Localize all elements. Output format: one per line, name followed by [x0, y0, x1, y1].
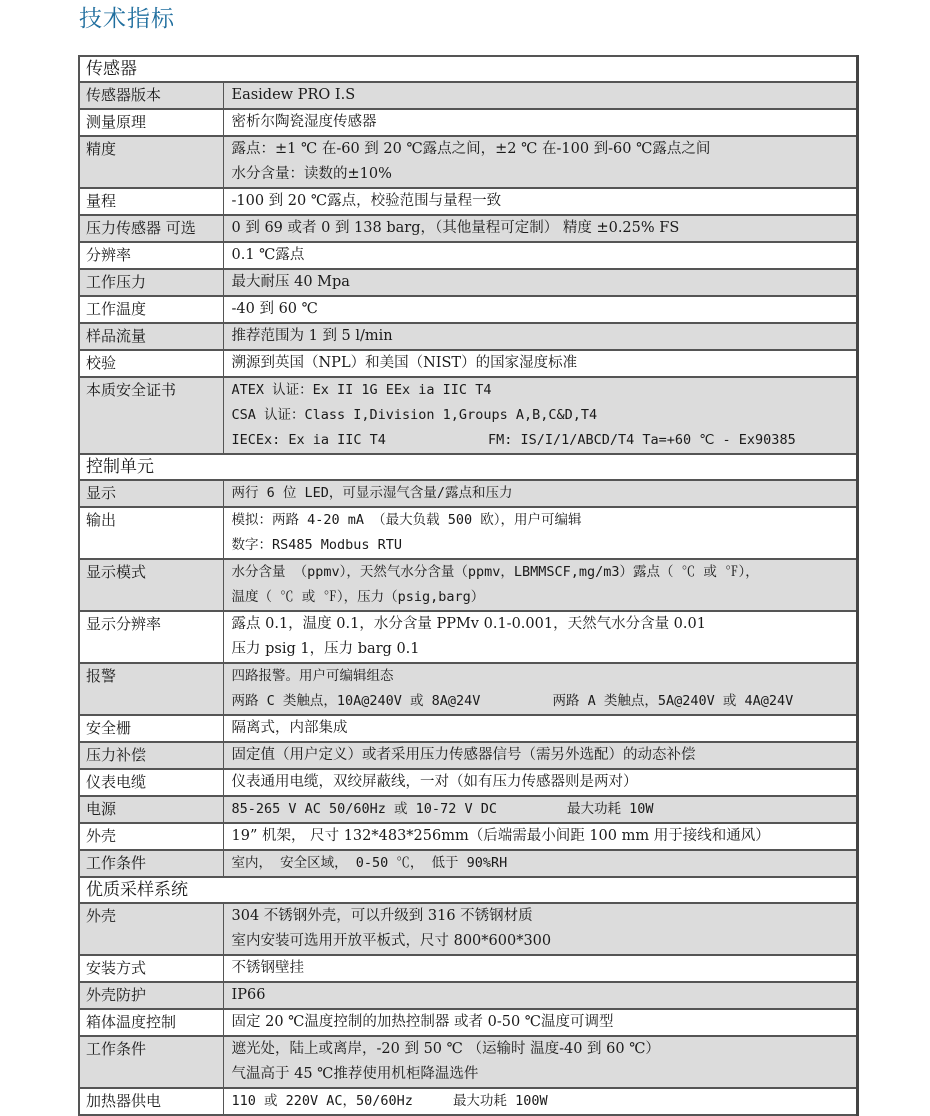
spec-value-line	[232, 162, 857, 187]
spec-label: 外壳防护	[79, 982, 223, 1009]
spec-row	[79, 480, 858, 507]
spec-value-line	[232, 956, 857, 981]
spec-value-text: 110 或 220V AC，50/60Hz	[231, 1093, 413, 1109]
spec-row	[79, 350, 858, 377]
section-title: 优质采样系统	[79, 877, 858, 903]
spec-value-text: 温度（ ℃ 或 ℉），压力（psig,barg）	[231, 589, 485, 605]
spec-label: 外壳	[79, 903, 223, 955]
spec-value-text: 两路 C 类触点，10A@240V 或 8A@24V	[231, 693, 481, 709]
spec-value-line	[232, 137, 857, 162]
section-title: 控制单元	[79, 454, 858, 480]
spec-value	[223, 955, 858, 982]
spec-value	[223, 136, 858, 188]
spec-value	[223, 982, 858, 1009]
spec-row	[79, 1036, 858, 1088]
spec-value	[223, 296, 858, 323]
spec-row	[79, 903, 858, 955]
spec-value	[223, 742, 858, 769]
spec-value	[223, 1009, 858, 1036]
spec-row	[79, 136, 858, 188]
spec-label: 显示模式	[79, 559, 223, 611]
spec-row	[79, 82, 858, 109]
spec-row	[79, 296, 858, 323]
spec-value	[223, 769, 858, 796]
spec-row	[79, 742, 858, 769]
spec-value	[223, 903, 858, 955]
spec-label: 测量原理	[79, 109, 223, 136]
spec-value	[223, 796, 858, 823]
spec-label: 工作压力	[79, 269, 223, 296]
spec-value-text: 模拟：两路 4-20 mA （最大负载 500 欧），用户可编辑	[231, 512, 582, 528]
spec-value-line	[232, 716, 857, 741]
spec-value	[223, 559, 858, 611]
spec-value-text: IECEx: Ex ia IIC T4	[231, 432, 386, 448]
page-title: 技术指标	[79, 6, 175, 32]
spec-value-line	[232, 585, 857, 610]
spec-value	[223, 350, 858, 377]
spec-row	[79, 823, 858, 850]
spec-value	[223, 82, 858, 109]
spec-value-text: 19” 机架， 尺寸 132*483*256mm（后端需最小间距 100 mm 用于接线和通风）	[231, 828, 770, 844]
spec-row	[79, 507, 858, 559]
spec-value-line	[232, 297, 857, 322]
spec-value-text: 数字：RS485 Modbus RTU	[231, 537, 403, 553]
spec-value-line	[232, 904, 857, 929]
spec-value-line	[232, 351, 857, 376]
spec-label: 分辨率	[79, 242, 223, 269]
spec-value	[223, 215, 858, 242]
spec-value-line	[232, 403, 857, 428]
spec-row	[79, 796, 858, 823]
spec-value-text: 水分含量 （ppmv），天然气水分含量（ppmv，LBMMSCF,mg/m3）露点（ ℃ 或 ℉），	[231, 564, 759, 580]
spec-label: 外壳	[79, 823, 223, 850]
spec-value-text: 室内， 安全区域， 0-50 ℃， 低于 90%RH	[231, 855, 508, 871]
spec-value	[223, 663, 858, 715]
section-header	[79, 877, 858, 903]
spec-value	[223, 1088, 858, 1115]
spec-value-text: 水分含量：读数的±10%	[231, 166, 392, 182]
spec-value	[223, 269, 858, 296]
spec-value-line	[232, 508, 857, 533]
spec-value	[223, 715, 858, 742]
spec-label: 显示	[79, 480, 223, 507]
spec-value	[223, 242, 858, 269]
spec-value	[223, 507, 858, 559]
spec-value-text: 0 到 69 或者 0 到 138 barg，（其他量程可定制） 精度 ±0.25% FS	[231, 220, 680, 236]
spec-label: 仪表电缆	[79, 769, 223, 796]
spec-value	[223, 109, 858, 136]
spec-value-line	[232, 324, 857, 349]
section-header	[79, 454, 858, 480]
spec-value-line	[232, 270, 857, 295]
spec-value-line	[232, 743, 857, 768]
spec-row	[79, 323, 858, 350]
spec-table-body	[79, 56, 858, 1115]
spec-value-line	[232, 983, 857, 1008]
spec-label: 工作条件	[79, 850, 223, 877]
section-title: 传感器	[79, 56, 858, 82]
spec-value	[223, 188, 858, 215]
spec-value-text: 露点 0.1，温度 0.1，水分含量 PPMv 0.1-0.001，天然气水分含量 0.01	[231, 616, 706, 632]
spec-value-line	[232, 1062, 857, 1087]
spec-value-text: 室内安装可选用开放平板式，尺寸 800*600*300	[231, 933, 552, 949]
spec-value	[223, 611, 858, 663]
spec-label: 量程	[79, 188, 223, 215]
spec-label: 安装方式	[79, 955, 223, 982]
spec-row	[79, 559, 858, 611]
spec-value-line	[232, 560, 857, 585]
spec-row	[79, 769, 858, 796]
spec-value-text: 固定 20 ℃温度控制的加热控制器 或者 0-50 ℃温度可调型	[231, 1014, 614, 1030]
spec-value-text: -100 到 20 ℃露点，校验范围与量程一致	[231, 193, 502, 209]
spec-row	[79, 1088, 858, 1115]
spec-label: 工作温度	[79, 296, 223, 323]
spec-value-line	[232, 637, 857, 662]
spec-value-line	[232, 929, 857, 954]
spec-value	[223, 480, 858, 507]
spec-label: 工作条件	[79, 1036, 223, 1088]
spec-value-line	[232, 1089, 857, 1114]
spec-value-line	[232, 612, 857, 637]
spec-value-text: 溯源到英国（NPL）和美国（NIST）的国家湿度标准	[231, 355, 578, 371]
spec-row	[79, 611, 858, 663]
spec-label: 箱体温度控制	[79, 1009, 223, 1036]
spec-value-text: 仪表通用电缆，双绞屏蔽线，一对（如有压力传感器则是两对）	[231, 774, 638, 790]
spec-value-text: 不锈钢壁挂	[231, 960, 304, 976]
spec-label: 压力传感器 可选	[79, 215, 223, 242]
spec-label: 精度	[79, 136, 223, 188]
spec-value-text: 85-265 V AC 50/60Hz 或 10-72 V DC	[231, 801, 497, 817]
spec-value-text: 最大耐压 40 Mpa	[231, 274, 350, 290]
spec-label: 传感器版本	[79, 82, 223, 109]
spec-label: 校验	[79, 350, 223, 377]
spec-row	[79, 1009, 858, 1036]
spec-row	[79, 269, 858, 296]
spec-label: 电源	[79, 796, 223, 823]
spec-value-text: -40 到 60 ℃	[231, 301, 318, 317]
spec-label: 报警	[79, 663, 223, 715]
spec-value-line	[232, 824, 857, 849]
spec-value-line	[232, 83, 857, 108]
spec-row	[79, 715, 858, 742]
spec-row	[79, 242, 858, 269]
spec-value-text: IP66	[231, 987, 266, 1003]
spec-value-line	[232, 533, 857, 558]
spec-label: 加热器供电	[79, 1088, 223, 1115]
spec-label: 输出	[79, 507, 223, 559]
spec-row	[79, 982, 858, 1009]
spec-label: 本质安全证书	[79, 377, 223, 454]
spec-value-text: Easidew PRO I.S	[231, 87, 356, 103]
spec-value-line	[232, 664, 857, 689]
spec-label: 显示分辨率	[79, 611, 223, 663]
spec-value-line	[232, 378, 857, 403]
spec-value-line	[232, 216, 857, 241]
spec-value-line	[232, 1010, 857, 1035]
spec-value-line	[232, 428, 857, 453]
spec-value	[223, 377, 858, 454]
spec-row	[79, 663, 858, 715]
spec-value-text: CSA 认证：Class I,Division 1,Groups A,B,C&D,T4	[231, 407, 598, 423]
spec-value-line	[232, 481, 857, 506]
spec-value-text: 压力 psig 1，压力 barg 0.1	[231, 641, 420, 657]
spec-value-text: 304 不锈钢外壳，可以升级到 316 不锈钢材质	[231, 908, 533, 924]
spec-value-text: 固定值（用户定义）或者采用压力传感器信号（需另外选配）的动态补偿	[231, 747, 696, 763]
spec-value-extra: FM: IS/I/1/ABCD/T4 Ta=+60 ℃ - Ex90385	[487, 432, 796, 448]
spec-row	[79, 215, 858, 242]
spec-value-text: 气温高于 45 ℃推荐使用机柜降温选件	[231, 1066, 479, 1082]
spec-row	[79, 109, 858, 136]
spec-value-extra: 两路 A 类触点，5A@240V 或 4A@24V	[552, 693, 794, 709]
spec-value-text: 四路报警。用户可编辑组态	[231, 668, 394, 684]
spec-value-line	[232, 243, 857, 268]
section-header	[79, 56, 858, 82]
spec-value-line	[232, 189, 857, 214]
spec-value-line	[232, 851, 857, 876]
spec-value-line	[232, 797, 857, 822]
spec-value-line	[232, 770, 857, 795]
spec-value	[223, 850, 858, 877]
spec-row	[79, 377, 858, 454]
spec-value	[223, 323, 858, 350]
spec-row	[79, 850, 858, 877]
spec-value-text: 两行 6 位 LED，可显示湿气含量/露点和压力	[231, 485, 513, 501]
spec-value	[223, 1036, 858, 1088]
spec-value-text: 隔离式，内部集成	[231, 720, 348, 736]
spec-value-line	[232, 110, 857, 135]
spec-value-line	[232, 1037, 857, 1062]
spec-row	[79, 955, 858, 982]
spec-value-line	[232, 689, 857, 714]
spec-value-text: 密析尔陶瓷湿度传感器	[231, 114, 377, 130]
spec-value-text: 推荐范围为 1 到 5 l/min	[231, 328, 393, 344]
spec-value	[223, 823, 858, 850]
spec-label: 安全栅	[79, 715, 223, 742]
spec-value-text: ATEX 认证：Ex II 1G EEx ia IIC T4	[231, 382, 492, 398]
spec-value-text: 0.1 ℃露点	[231, 247, 305, 263]
spec-value-extra: 最大功耗 10W	[566, 801, 654, 817]
spec-table	[78, 55, 859, 1116]
spec-row	[79, 188, 858, 215]
spec-value-text: 遮光处，陆上或离岸，-20 到 50 ℃ （运输时 温度-40 到 60 ℃）	[231, 1041, 660, 1057]
spec-value-text: 露点：±1 ℃ 在-60 到 20 ℃露点之间，±2 ℃ 在-100 到-60 ℃露点之间	[231, 141, 711, 157]
spec-value-extra: 最大功耗 100W	[452, 1093, 548, 1109]
spec-label: 压力补偿	[79, 742, 223, 769]
spec-label: 样品流量	[79, 323, 223, 350]
